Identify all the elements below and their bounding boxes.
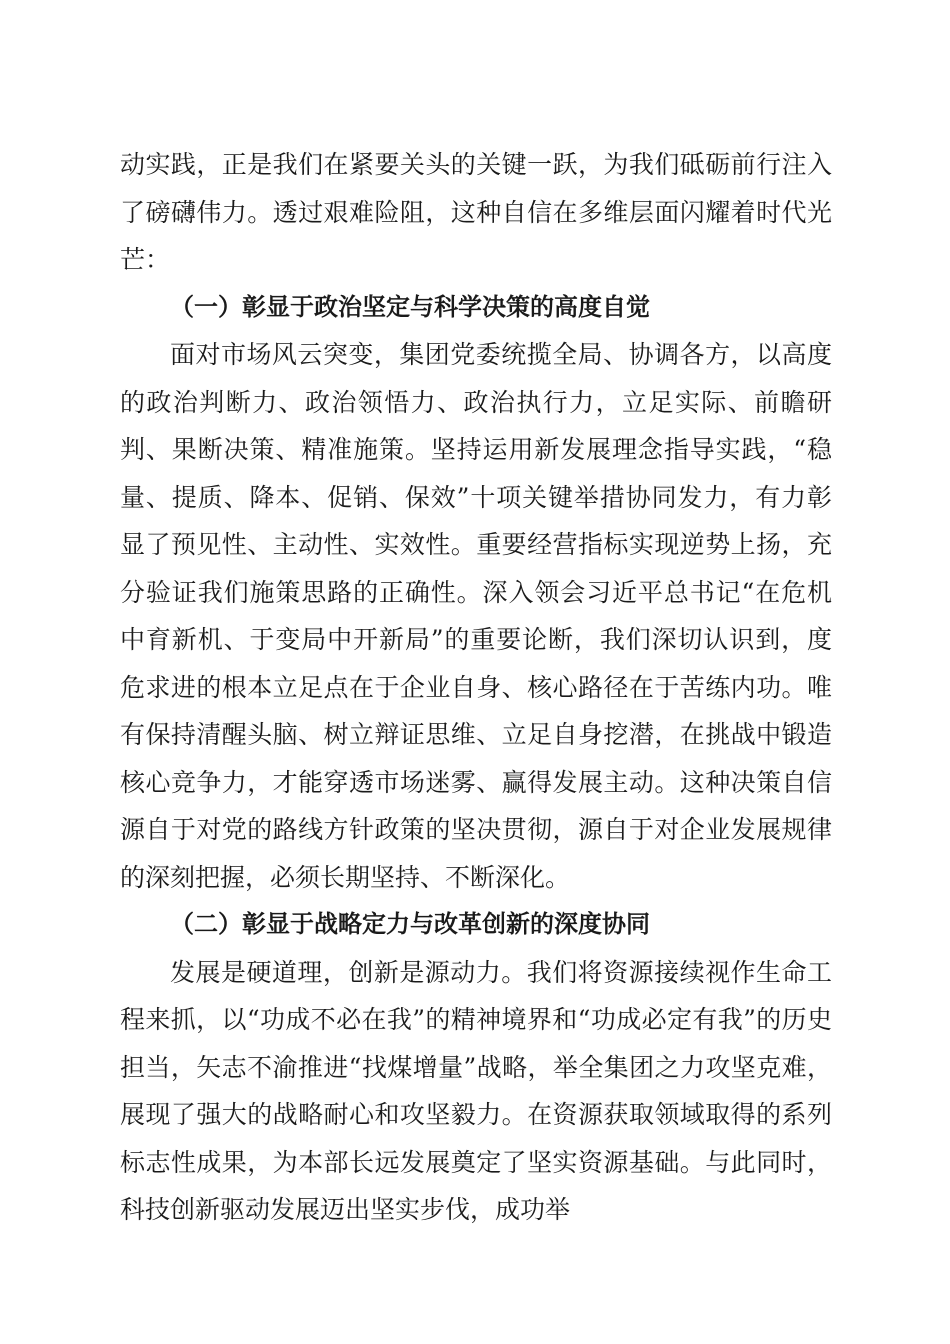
- document-body: [120, 141, 832, 1234]
- body-paragraph-section-1: 面对市场风云突变，集团党委统揽全局、协调各方，以高度的政治判断力、政治领悟力、政治执行力，立足实际、前瞻研判、果断决策、精准施策。坚持运用新发展理念指导实践，“稳量、提质、降本、促销、保效”十项关键举措协同发力，有力彰显了预见性、主动性、实效性。重要经营指标实现逆势上扬，充分验证我们施策思路的正确性。深入领会习近平总书记“在危机中育新机、于变局中开新局”的重要论断，我们深切认识到，度危求进的根本立足点在于企业自身、核心路径在于苦练内功。唯有保持清醒头脑、树立辩证思维、立足自身挖潜，在挑战中锻造核心竞争力，才能穿透市场迷雾、赢得发展主动。这种决策自信源自于对党的路线方针政策的坚决贯彻，源自于对企业发展规律的深刻把握，必须长期坚持、不断深化。: [120, 340, 832, 892]
- section-heading-2: （二）彰显于战略定力与改革创新的深度协同: [170, 910, 650, 938]
- body-paragraph-section-2: 发展是硬道理，创新是源动力。我们将资源接续视作生命工程来抓，以“功成不必在我”的精神境界和“功成必定有我”的历史担当，矢志不渝推进“找煤增量”战略，举全集团之力攻坚克难，展现了强大的战略耐心和攻坚毅力。在资源获取领域取得的系列标志性成果，为本部长远发展奠定了坚实资源基础。与此同时，科技创新驱动发展迈出坚实步伐，成功举: [120, 957, 832, 1224]
- body-paragraph-continuation: 动实践，正是我们在紧要关头的关键一跃，为我们砥砺前行注入了磅礴伟力。透过艰难险阻，这种自信在多维层面闪耀着时代光芒：: [120, 150, 832, 274]
- section-heading-1: （一）彰显于政治坚定与科学决策的高度自觉: [170, 292, 650, 321]
